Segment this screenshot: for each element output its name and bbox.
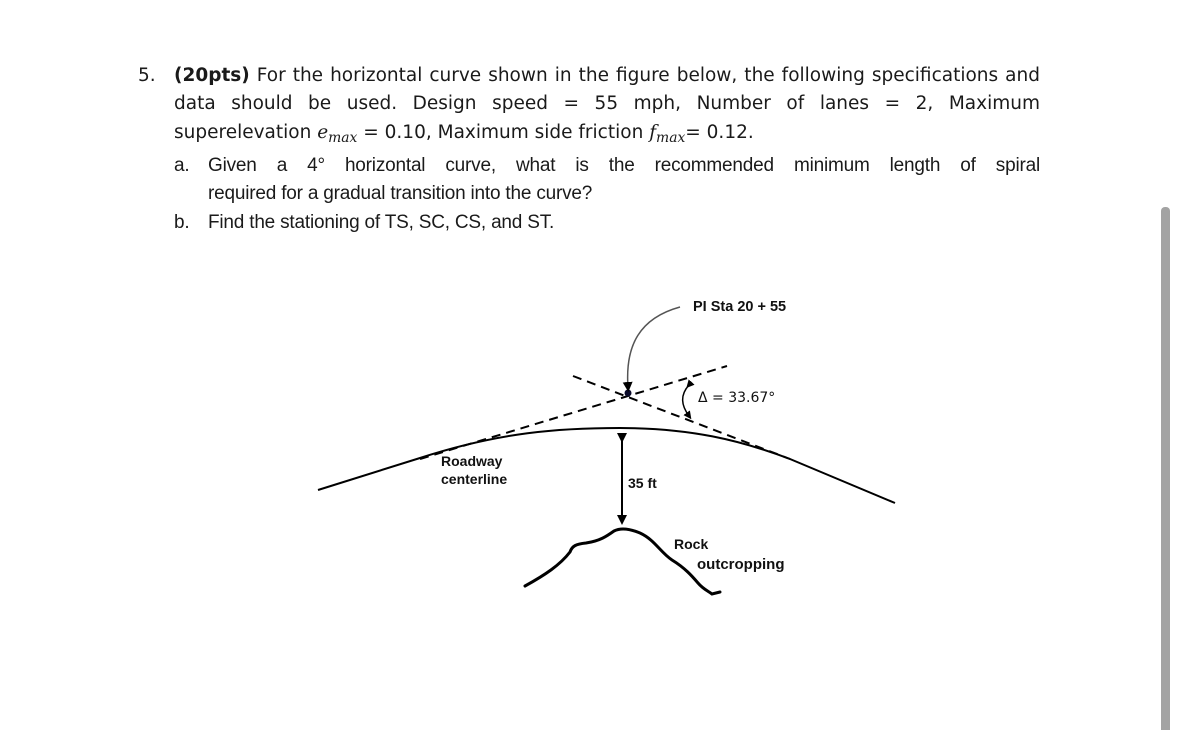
- emax-var: e: [317, 121, 329, 143]
- pi-point: [625, 390, 632, 397]
- problem-number: 5.: [138, 65, 156, 86]
- vertical-scrollbar[interactable]: [1161, 207, 1170, 730]
- problem-points: (20pts): [174, 65, 250, 86]
- roadway-centerline: [318, 428, 895, 503]
- offset-distance-label: 35 ft: [628, 475, 657, 491]
- part-a-line-2: required for a gradual transition into the curve?: [208, 183, 593, 205]
- part-b-line-1: Find the stationing of TS, SC, CS, and ST.: [208, 211, 555, 233]
- part-b-label: b.: [174, 211, 190, 233]
- delta-angle-label: Δ = 33.67°: [698, 390, 776, 406]
- fmax-var: f: [649, 121, 657, 143]
- part-a-label: a.: [174, 155, 190, 177]
- problem-intro-3a: superelevation: [174, 121, 318, 143]
- roadway-centerline-label-2: centerline: [441, 471, 508, 487]
- pi-pointer-arrow: [628, 307, 680, 387]
- delta-angle-arc: [683, 385, 689, 416]
- fmax-sub: max: [656, 129, 686, 146]
- roadway-centerline-label-1: Roadway: [441, 453, 503, 469]
- pi-station-label: PI Sta 20 + 55: [693, 299, 787, 315]
- rock-outcropping-label-1: Rock: [674, 536, 709, 552]
- problem-intro-1: For the horizontal curve shown in the figure below, the following specifications and: [256, 65, 1040, 86]
- problem-intro-3c: = 0.12.: [685, 121, 754, 143]
- part-a-line-1: Given a 4° horizontal curve, what is the recommended minimum length of spiral: [208, 155, 1040, 177]
- problem-intro-2: data should be used. Design speed = 55 mph, Number of lanes = 2, Maximum: [174, 93, 1040, 115]
- emax-sub: max: [328, 129, 358, 146]
- rock-outcropping-label-2: outcropping: [697, 556, 785, 573]
- problem-intro-3b: = 0.10, Maximum side friction: [357, 121, 650, 143]
- forward-tangent-line: [573, 376, 790, 459]
